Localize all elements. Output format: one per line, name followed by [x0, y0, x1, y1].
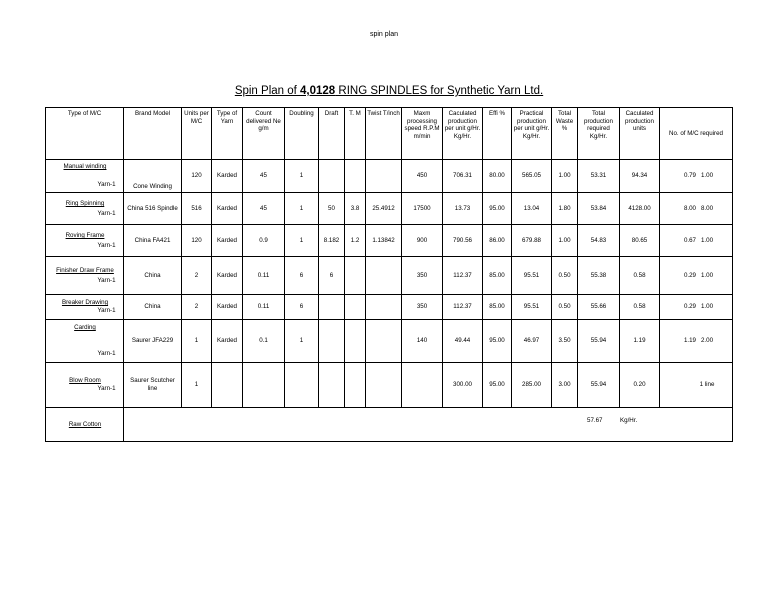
column-header: Doubling	[285, 108, 319, 160]
machine-type-label: Manual winding	[63, 163, 107, 171]
units-per-mc-cell: 120	[182, 160, 212, 193]
total-waste-cell: 1.00	[552, 225, 578, 257]
processing-speed-cell: 140	[402, 320, 443, 363]
twist-per-inch-cell	[366, 160, 402, 193]
machines-required-cell	[660, 160, 733, 193]
processing-speed-cell: 450	[402, 160, 443, 193]
machines-required-calculated: 0.29	[683, 303, 696, 311]
machines-required-rounded: 1.00	[700, 271, 714, 279]
tm-cell	[345, 295, 366, 320]
raw-cotton-label-cell	[46, 408, 124, 442]
draft-cell: 50	[319, 193, 345, 225]
machines-required-rounded: 1.00	[700, 172, 714, 180]
yarn-label: Yarn-1	[97, 209, 116, 217]
efficiency-cell: 85.00	[483, 257, 512, 295]
table-row	[46, 295, 733, 320]
tm-cell	[345, 320, 366, 363]
column-header: Type of M/C	[46, 108, 124, 160]
machine-type-label: Carding	[74, 324, 96, 332]
total-waste-cell: 3.00	[552, 363, 578, 408]
calculated-production-cell: 112.37	[443, 257, 483, 295]
count-delivered-cell: 45	[243, 193, 285, 225]
calculated-production-units-cell: 0.20	[620, 363, 660, 408]
machine-type-label: Roving Frame	[65, 231, 105, 239]
practical-production-cell: 13.04	[512, 193, 552, 225]
count-delivered-cell	[243, 363, 285, 408]
total-production-required-cell: 55.38	[578, 257, 620, 295]
total-waste-cell: 1.00	[552, 160, 578, 193]
brand-model-cell: China FA421	[124, 225, 182, 257]
count-delivered-cell: 0.11	[243, 257, 285, 295]
total-waste-cell: 0.50	[552, 295, 578, 320]
title-prefix: Spin Plan of	[234, 85, 301, 97]
total-waste-cell: 0.50	[552, 257, 578, 295]
column-header: Caculated production per unit g/Hr. Kg/Hr.	[443, 108, 483, 160]
column-header: Count delivered Ne g/m	[243, 108, 285, 160]
practical-production-cell: 95.51	[512, 257, 552, 295]
page-title	[0, 85, 768, 97]
machines-required-calculated: 0.79	[683, 172, 696, 180]
table-header-row	[46, 108, 733, 160]
efficiency-cell: 85.00	[483, 295, 512, 320]
draft-cell	[319, 320, 345, 363]
title-spindle-count: 4,0128	[300, 85, 336, 97]
machines-required-rounded: 1 line	[699, 381, 715, 389]
brand-model-cell: China	[124, 295, 182, 320]
draft-cell	[319, 160, 345, 193]
total-production-required-cell: 53.31	[578, 160, 620, 193]
doubling-cell: 1	[285, 160, 319, 193]
yarn-type-cell: Karded	[212, 320, 243, 363]
machine-type-cell	[46, 257, 124, 295]
yarn-label: Yarn-1	[97, 181, 116, 188]
machine-type-cell	[46, 295, 124, 320]
calculated-production-cell: 790.56	[443, 225, 483, 257]
machines-required-calculated: 0.29	[683, 271, 696, 279]
practical-production-cell: 46.97	[512, 320, 552, 363]
doubling-cell: 1	[285, 225, 319, 257]
doubling-cell: 6	[285, 295, 319, 320]
brand-model-cell: China	[124, 257, 182, 295]
draft-cell: 8.182	[319, 225, 345, 257]
yarn-type-cell: Karded	[212, 295, 243, 320]
calculated-production-units-cell: 4128.00	[620, 193, 660, 225]
machine-type-label: Blow Room	[69, 377, 101, 385]
processing-speed-cell: 350	[402, 257, 443, 295]
processing-speed-cell: 900	[402, 225, 443, 257]
count-delivered-cell: 45	[243, 160, 285, 193]
calculated-production-cell: 300.00	[443, 363, 483, 408]
tm-cell	[345, 363, 366, 408]
tm-cell	[345, 160, 366, 193]
machines-required-cell	[660, 295, 733, 320]
units-per-mc-cell: 1	[182, 363, 212, 408]
total-production-required-cell: 53.84	[578, 193, 620, 225]
title-suffix: RING SPINDLES for Synthetic Yarn Ltd.	[335, 85, 544, 97]
machines-required-rounded: 8.00	[700, 204, 714, 212]
twist-per-inch-cell	[366, 363, 402, 408]
doubling-cell: 6	[285, 257, 319, 295]
machines-required-cell	[660, 193, 733, 225]
draft-cell	[319, 363, 345, 408]
twist-per-inch-cell: 25.4912	[366, 193, 402, 225]
total-waste-cell: 1.80	[552, 193, 578, 225]
machines-required-rounded: 1.00	[700, 236, 714, 244]
calculated-production-units-cell: 94.34	[620, 160, 660, 193]
efficiency-cell: 95.00	[483, 363, 512, 408]
efficiency-cell: 80.00	[483, 160, 512, 193]
count-delivered-cell: 0.1	[243, 320, 285, 363]
calculated-production-cell: 706.31	[443, 160, 483, 193]
raw-cotton-row	[46, 408, 733, 442]
machines-required-calculated: 1.19	[683, 337, 696, 345]
total-production-required-cell: 54.83	[578, 225, 620, 257]
processing-speed-cell: 350	[402, 295, 443, 320]
units-per-mc-cell: 2	[182, 257, 212, 295]
machines-required-rounded: 1.00	[700, 303, 714, 311]
raw-cotton-value-cell	[124, 408, 733, 442]
yarn-label: Yarn-1	[97, 307, 116, 314]
spin-plan-table	[45, 107, 733, 442]
units-per-mc-cell: 120	[182, 225, 212, 257]
column-header: Total production required Kg/Hr.	[578, 108, 620, 160]
brand-model-cell: Saurer JFA229	[124, 320, 182, 363]
total-production-required-cell: 55.66	[578, 295, 620, 320]
calculated-production-units-cell: 80.65	[620, 225, 660, 257]
draft-cell: 6	[319, 257, 345, 295]
processing-speed-cell: 17500	[402, 193, 443, 225]
machine-type-cell	[46, 193, 124, 225]
yarn-type-cell: Karded	[212, 160, 243, 193]
machine-type-cell	[46, 160, 124, 193]
yarn-type-cell: Karded	[212, 257, 243, 295]
column-header: No. of M/C required	[660, 108, 733, 160]
machines-required-cell	[660, 363, 733, 408]
yarn-label: Yarn-1	[97, 350, 116, 357]
doubling-cell	[285, 363, 319, 408]
machine-type-label: Finisher Draw Frame	[56, 266, 114, 274]
draft-cell	[319, 295, 345, 320]
column-header: Draft	[319, 108, 345, 160]
yarn-label: Yarn-1	[97, 276, 116, 284]
column-header: Caculated production units	[620, 108, 660, 160]
machine-type-cell	[46, 363, 124, 408]
column-header: Units per M/C	[182, 108, 212, 160]
machine-type-cell	[46, 225, 124, 257]
efficiency-cell: 95.00	[483, 193, 512, 225]
calculated-production-units-cell: 0.58	[620, 295, 660, 320]
practical-production-cell: 95.51	[512, 295, 552, 320]
raw-cotton-label: Raw Cotton	[68, 420, 102, 428]
table-row	[46, 257, 733, 295]
calculated-production-cell: 112.37	[443, 295, 483, 320]
column-header: Maxm processing speed R.P.M m/min	[402, 108, 443, 160]
units-per-mc-cell: 2	[182, 295, 212, 320]
yarn-type-cell: Karded	[212, 193, 243, 225]
calculated-production-cell: 49.44	[443, 320, 483, 363]
machines-required-cell	[660, 225, 733, 257]
raw-cotton-value: 57.67	[587, 417, 603, 424]
column-header: Brand Model	[124, 108, 182, 160]
column-header: Twist T/inch	[366, 108, 402, 160]
count-delivered-cell: 0.9	[243, 225, 285, 257]
twist-per-inch-cell: 1.13842	[366, 225, 402, 257]
column-header: Type of Yarn	[212, 108, 243, 160]
brand-model-cell: Saurer Scutcher line	[124, 363, 182, 408]
yarn-label: Yarn-1	[97, 385, 116, 392]
count-delivered-cell: 0.11	[243, 295, 285, 320]
twist-per-inch-cell	[366, 295, 402, 320]
column-header: Effi %	[483, 108, 512, 160]
calculated-production-units-cell: 1.19	[620, 320, 660, 363]
total-production-required-cell: 55.94	[578, 320, 620, 363]
brand-model-cell: Cone Winding	[124, 160, 182, 193]
machine-type-cell	[46, 320, 124, 363]
machine-type-label: Breaker Drawing	[61, 299, 109, 307]
document-header: spin plan	[369, 31, 399, 38]
machines-required-rounded: 2.00	[700, 337, 714, 345]
machines-required-cell	[660, 257, 733, 295]
calculated-production-cell: 13.73	[443, 193, 483, 225]
raw-cotton-unit: Kg/Hr.	[620, 417, 638, 424]
table-row	[46, 320, 733, 363]
table-row	[46, 225, 733, 257]
doubling-cell: 1	[285, 320, 319, 363]
yarn-label: Yarn-1	[97, 241, 116, 249]
processing-speed-cell	[402, 363, 443, 408]
machines-required-calculated: 0.67	[683, 236, 696, 244]
machines-required-cell	[660, 320, 733, 363]
machine-type-label: Ring Spinning	[65, 199, 105, 207]
tm-cell	[345, 257, 366, 295]
practical-production-cell: 679.88	[512, 225, 552, 257]
machines-required-calculated: 8.00	[683, 204, 696, 212]
efficiency-cell: 95.00	[483, 320, 512, 363]
practical-production-cell: 285.00	[512, 363, 552, 408]
calculated-production-units-cell: 0.58	[620, 257, 660, 295]
table-row	[46, 160, 733, 193]
table-row	[46, 193, 733, 225]
twist-per-inch-cell	[366, 257, 402, 295]
total-production-required-cell: 55.94	[578, 363, 620, 408]
total-waste-cell: 3.50	[552, 320, 578, 363]
brand-model-cell: China 516 Spindle	[124, 193, 182, 225]
tm-cell: 1.2	[345, 225, 366, 257]
table-row	[46, 363, 733, 408]
twist-per-inch-cell	[366, 320, 402, 363]
units-per-mc-cell: 516	[182, 193, 212, 225]
practical-production-cell: 565.05	[512, 160, 552, 193]
units-per-mc-cell: 1	[182, 320, 212, 363]
efficiency-cell: 86.00	[483, 225, 512, 257]
tm-cell: 3.8	[345, 193, 366, 225]
column-header: T. M	[345, 108, 366, 160]
column-header: Total Waste %	[552, 108, 578, 160]
column-header: Practical production per unit g/Hr. Kg/Hr.	[512, 108, 552, 160]
doubling-cell: 1	[285, 193, 319, 225]
yarn-type-cell: Karded	[212, 225, 243, 257]
yarn-type-cell	[212, 363, 243, 408]
